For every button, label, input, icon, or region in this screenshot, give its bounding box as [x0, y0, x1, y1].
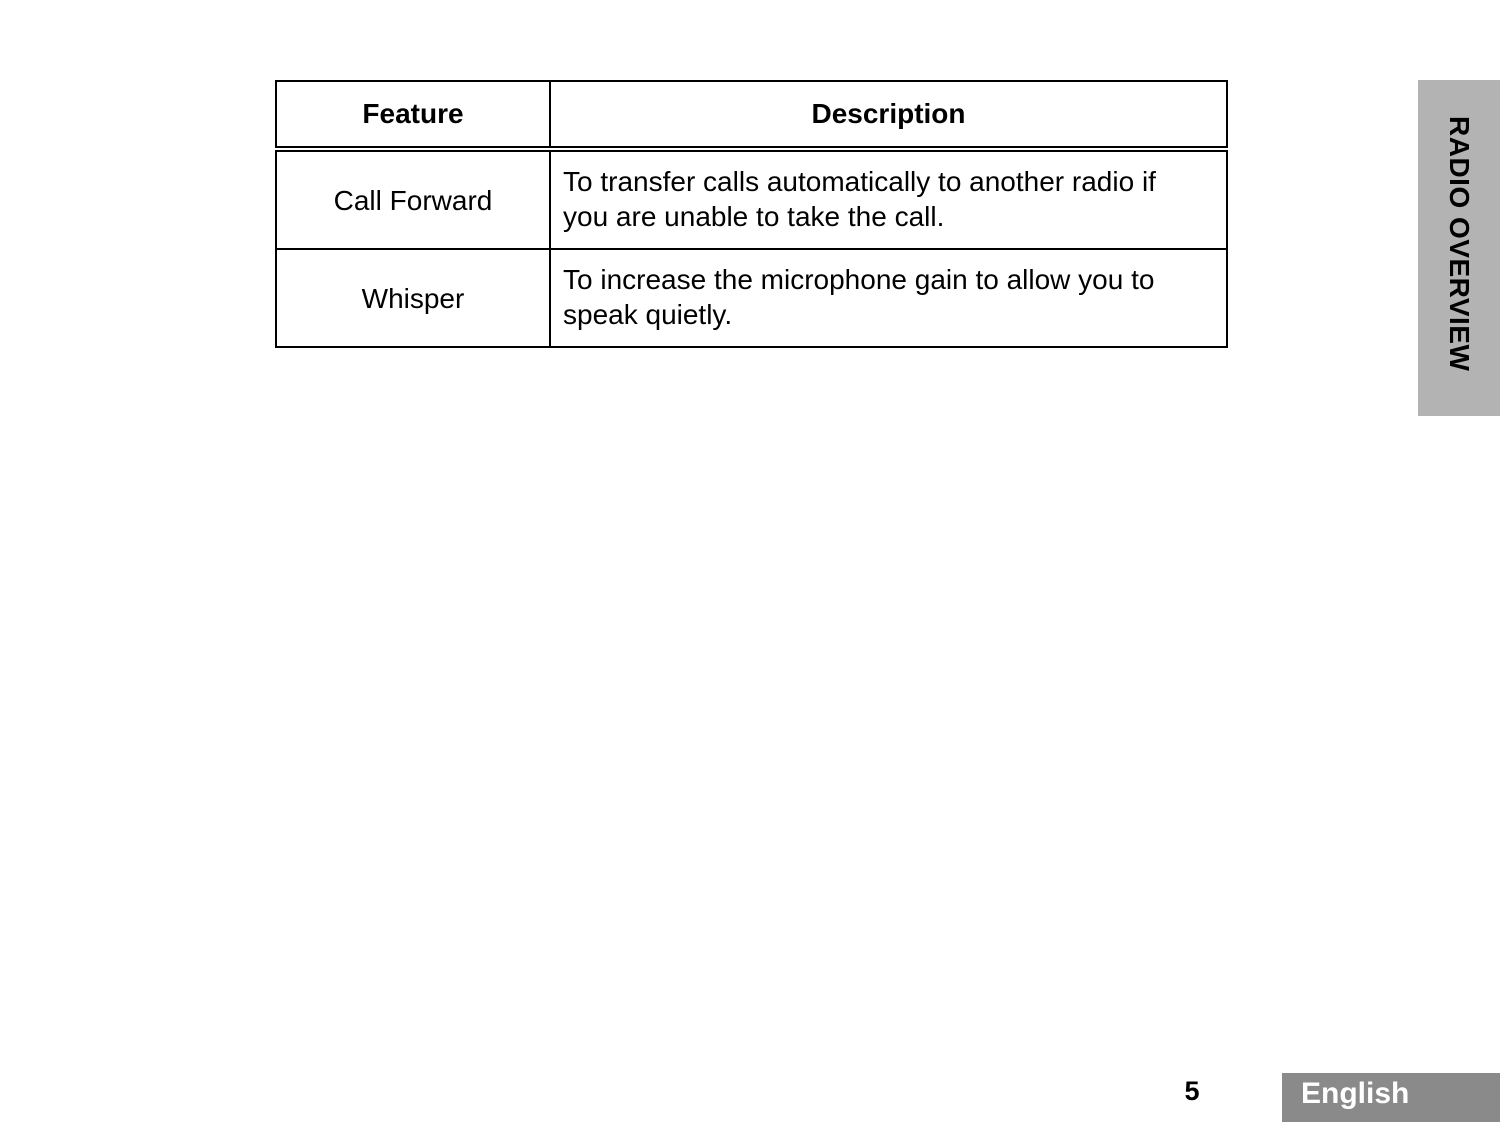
header-description: Description — [550, 81, 1227, 149]
description-line: speak quietly. — [563, 299, 733, 330]
table-row — [276, 249, 1227, 347]
feature-name: Call Forward — [276, 149, 550, 249]
description-line: To transfer calls automatically to another radio if — [563, 166, 1156, 197]
table-header-row — [276, 81, 1227, 149]
header-feature: Feature — [276, 81, 550, 149]
feature-description — [550, 149, 1227, 249]
page-number: 5 — [1184, 1076, 1200, 1106]
language-badge — [1282, 1073, 1500, 1122]
language-label: English — [1301, 1077, 1410, 1110]
table-row — [276, 149, 1227, 249]
section-side-tab — [1418, 80, 1500, 416]
feature-table — [275, 80, 1228, 348]
feature-name: Whisper — [276, 249, 550, 347]
description-line: you are unable to take the call. — [563, 201, 945, 232]
section-tab-label: RADIO OVERVIEW — [1444, 116, 1475, 372]
description-line: To increase the microphone gain to allow you to — [563, 264, 1155, 295]
feature-description — [550, 249, 1227, 347]
